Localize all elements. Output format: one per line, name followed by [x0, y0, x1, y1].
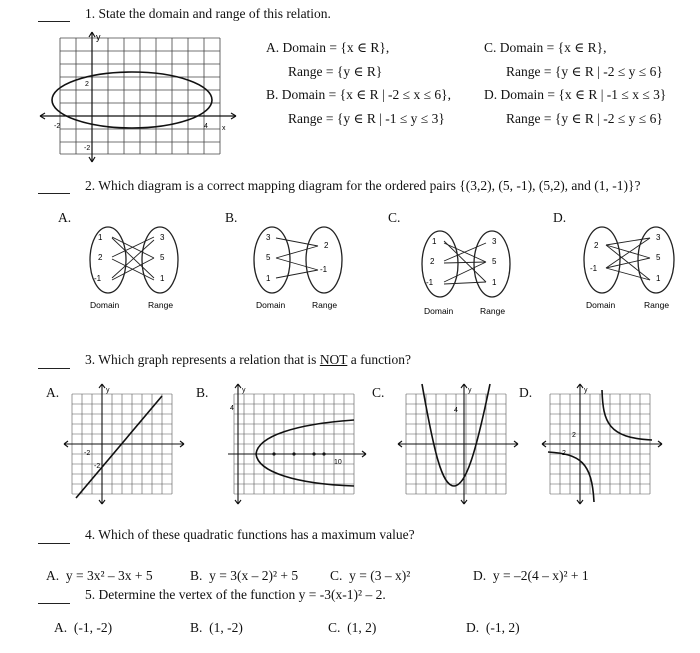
- answer-blank-q2[interactable]: [38, 193, 70, 194]
- q2-c-left-2: -1: [426, 278, 434, 287]
- q5-option-a[interactable]: A. (-1, -2): [54, 620, 113, 635]
- q2-b-range-label: Range: [312, 300, 338, 310]
- q1-tick-y-pos: 2: [85, 81, 89, 88]
- answer-blank-q3[interactable]: [38, 368, 70, 369]
- q5-option-c[interactable]: C. (1, 2): [328, 620, 377, 635]
- answer-blank-q4[interactable]: [38, 543, 70, 544]
- q3-b-tick-x: 10: [334, 459, 342, 466]
- q3-graph-a-letter[interactable]: A.: [46, 385, 60, 400]
- q3-c-tick-y: 4: [454, 407, 458, 414]
- q4-text: 4. Which of these quadratic functions has a maximum value?: [85, 527, 415, 542]
- q2-diagram-b-letter[interactable]: B.: [225, 210, 238, 225]
- q1-option-c[interactable]: C. Domain = {x ∈ R},: [484, 40, 607, 55]
- q2-c-left-0: 1: [432, 237, 437, 246]
- q2-c-right-1: 5: [492, 257, 497, 266]
- q2-d-domain-label: Domain: [586, 300, 616, 310]
- q2-diagram-a[interactable]: [82, 220, 192, 318]
- q1-option-a-range: Range = {y ∈ R}: [288, 64, 383, 79]
- q2-diagram-d[interactable]: [576, 220, 688, 318]
- q2-diagram-b[interactable]: [246, 220, 356, 318]
- q3-graph-b-letter[interactable]: B.: [196, 385, 209, 400]
- q2-a-left-2: -1: [94, 274, 102, 283]
- q3-graph-b[interactable]: [226, 382, 374, 506]
- q1-option-b-range: Range = {y ∈ R | -1 ≤ y ≤ 3}: [288, 111, 445, 126]
- svg-text:y: y: [584, 387, 588, 394]
- q1-option-a[interactable]: A. Domain = {x ∈ R},: [266, 40, 390, 55]
- q2-diagram-a-letter[interactable]: A.: [58, 210, 72, 225]
- q2-b-domain-label: Domain: [256, 300, 286, 310]
- q2-a-domain-label: Domain: [90, 300, 120, 310]
- q1-option-c-range: Range = {y ∈ R | -2 ≤ y ≤ 6}: [506, 64, 663, 79]
- q2-d-right-0: 3: [656, 233, 661, 242]
- q2-a-left-0: 1: [98, 233, 103, 242]
- svg-text:y: y: [468, 387, 472, 394]
- q3-d-tick-y: 2: [572, 432, 576, 439]
- q5-text: 5. Determine the vertex of the function y = -3(x-1)² – 2.: [85, 587, 386, 602]
- answer-blank-q5[interactable]: [38, 603, 70, 604]
- q2-a-right-0: 3: [160, 233, 165, 242]
- q2-c-domain-label: Domain: [424, 306, 454, 316]
- q2-b-left-0: 3: [266, 233, 271, 242]
- q2-a-left-1: 2: [98, 253, 103, 262]
- q2-diagram-d-letter[interactable]: D.: [553, 210, 567, 225]
- q1-option-d[interactable]: D. Domain = {x ∈ R | -1 ≤ x ≤ 3}: [484, 87, 667, 102]
- q2-c-right-0: 3: [492, 237, 497, 246]
- q1-tick-y-neg: -2: [84, 145, 91, 152]
- q3-graph-d[interactable]: [540, 382, 664, 506]
- q4-option-a[interactable]: A. y = 3x² – 3x + 5: [46, 568, 153, 583]
- q3-graph-d-letter[interactable]: D.: [519, 385, 533, 400]
- q2-d-right-1: 5: [656, 253, 661, 262]
- q1-option-b[interactable]: B. Domain = {x ∈ R | -2 ≤ x ≤ 6},: [266, 87, 451, 102]
- q1-x-axis-label: x: [222, 125, 226, 132]
- q3-a-tick-x: -2: [84, 450, 91, 457]
- q2-c-right-2: 1: [492, 278, 497, 287]
- q2-d-left-0: 2: [594, 241, 599, 250]
- q1-y-axis-label: y: [96, 32, 101, 42]
- q2-b-left-1: 5: [266, 253, 271, 262]
- svg-text:y: y: [242, 387, 246, 394]
- q5-option-d[interactable]: D. (-1, 2): [466, 620, 520, 635]
- q2-diagram-c-letter[interactable]: C.: [388, 210, 401, 225]
- q1-option-d-range: Range = {y ∈ R | -2 ≤ y ≤ 6}: [506, 111, 663, 126]
- q2-b-right-1: -1: [320, 265, 328, 274]
- q2-c-left-1: 2: [430, 257, 435, 266]
- q3-graph-a[interactable]: [62, 382, 186, 506]
- q1-tick-x-pos: 4: [204, 123, 208, 130]
- q3-text: 3. Which graph represents a relation that is NOT a function?: [85, 352, 412, 367]
- q2-d-left-1: -1: [590, 264, 598, 273]
- q1-tick-x-neg: -2: [54, 123, 61, 130]
- q2-d-range-label: Range: [644, 300, 670, 310]
- q2-a-right-2: 1: [160, 274, 165, 283]
- svg-text:y: y: [106, 387, 110, 394]
- q1-graph: [38, 30, 238, 165]
- q2-a-range-label: Range: [148, 300, 174, 310]
- q3-graph-c[interactable]: [396, 382, 520, 506]
- q2-b-left-2: 1: [266, 274, 271, 283]
- q1-text: 1. State the domain and range of this relation.: [85, 6, 331, 21]
- q4-option-b[interactable]: B. y = 3(x – 2)² + 5: [190, 568, 299, 583]
- q2-text: 2. Which diagram is a correct mapping diagram for the ordered pairs {(3,2), (5, -1), (5,2), and (1, -1)}?: [85, 178, 641, 193]
- q5-option-b[interactable]: B. (1, -2): [190, 620, 243, 635]
- q2-a-right-1: 5: [160, 253, 165, 262]
- q3-a-tick-y: -2: [94, 463, 101, 470]
- q3-graph-c-letter[interactable]: C.: [372, 385, 385, 400]
- q2-diagram-c[interactable]: [414, 224, 524, 322]
- q2-c-range-label: Range: [480, 306, 506, 316]
- answer-blank-q1[interactable]: [38, 21, 70, 22]
- q3-d-tick-x: 2: [562, 450, 566, 457]
- q3-b-tick-y: 4: [230, 405, 234, 412]
- q2-b-right-0: 2: [324, 241, 329, 250]
- q4-option-c[interactable]: C. y = (3 – x)²: [330, 568, 411, 583]
- q4-option-d[interactable]: D. y = –2(4 – x)² + 1: [473, 568, 589, 583]
- q2-d-right-2: 1: [656, 274, 661, 283]
